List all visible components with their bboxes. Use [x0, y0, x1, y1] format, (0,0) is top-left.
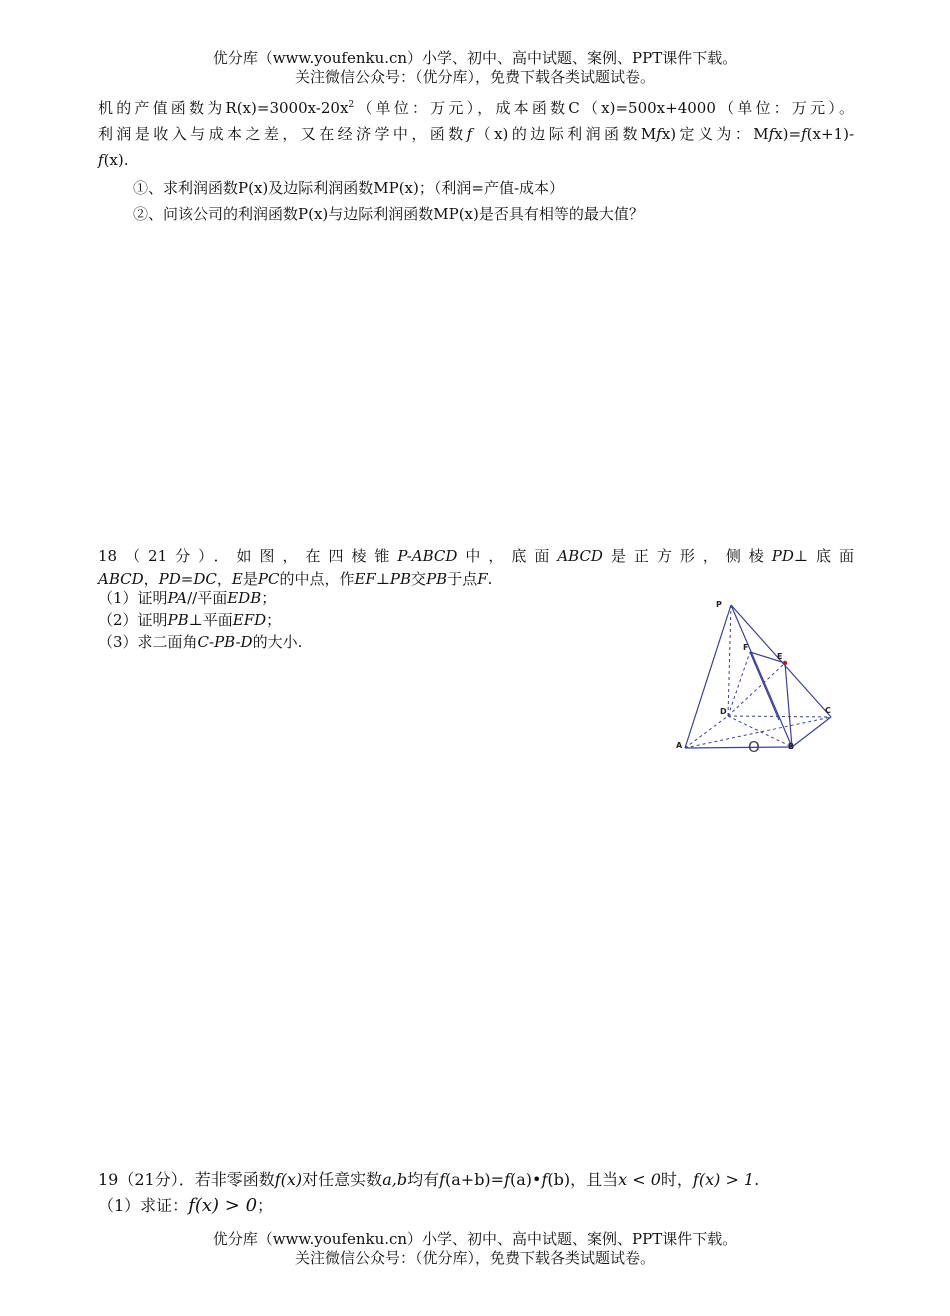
page-header	[0, 49, 950, 87]
q18-item-2: （2）证明PB⊥平面EFD；	[98, 611, 282, 629]
q17-line-1: 机的产值函数为$R(x)=3000x-20x^2$（单位：万元），成本函数C（x)=500x+4000（单位：万元）。	[98, 99, 854, 117]
label-A: A	[676, 741, 683, 750]
q19-line-1: 19（21分）．若非零函数f(x)对任意实数a,b均有f(a+b)=f(a)•f(b)，且当x < 0时，f(x) > 1.	[98, 1170, 760, 1189]
segment-F-down	[750, 652, 779, 720]
label-E: E	[777, 652, 783, 661]
point-E-dot	[783, 661, 787, 665]
edge-AD-hidden	[685, 716, 728, 748]
q18-line-1: 18（21分）．如图，在四棱锥P-ABCD中，底面ABCD是正方形，侧棱PD⊥底面	[98, 547, 854, 565]
footer-line-2: 关注微信公众号：（优分库），免费下载各类试题试卷。	[294, 1249, 655, 1267]
edge-PC	[731, 605, 831, 717]
q18-line-2: ABCD，PD=DC，E是PC的中点，作EF⊥PB交PB于点F.	[98, 570, 493, 588]
edge-BC	[792, 717, 831, 747]
q17-subquestion-1: ①、求利润函数P(x)及边际利润函数MP(x)；（利润=产值-成本）	[133, 179, 565, 197]
edge-PB	[731, 605, 792, 747]
q18-item-1: （1）证明PA//平面EDB；	[98, 589, 277, 607]
label-C: C	[825, 706, 831, 715]
q17-line-2: 利润是收入与成本之差，又在经济学中，函数f（x)的边际利润函数Mfx)定义为：Mfx)=f(x+1)-	[98, 125, 855, 143]
q17-line-3: f(x).	[98, 151, 129, 169]
label-D: D	[720, 707, 727, 716]
label-P: P	[716, 600, 722, 609]
q17-subquestion-2: ②、问该公司的利润函数P(x)与边际利润函数MP(x)是否具有相等的最大值？	[133, 205, 644, 223]
label-B: B	[788, 742, 795, 751]
q19-item-1: （1）求证：f(x) > 0；	[98, 1195, 274, 1216]
edge-PA	[685, 605, 731, 748]
label-O: O	[748, 738, 760, 756]
edge-PD-hidden	[728, 605, 731, 716]
page-footer	[0, 1230, 950, 1268]
diagonal-DB-hidden	[728, 716, 792, 747]
header-line-1: 优分库（www.youfenku.cn）小学、初中、高中试题、案例、PPT课件下载。	[212, 49, 738, 67]
footer-line-1: 优分库（www.youfenku.cn）小学、初中、高中试题、案例、PPT课件下载。	[212, 1230, 738, 1248]
label-F: F	[743, 643, 749, 652]
pyramid-figure	[675, 597, 840, 757]
edge-AB	[685, 747, 792, 748]
header-line-2: 关注微信公众号：（优分库），免费下载各类试题试卷。	[294, 68, 655, 86]
segment-DE-hidden	[728, 663, 785, 716]
q18-item-3: （3）求二面角C-PB-D的大小.	[98, 633, 303, 651]
